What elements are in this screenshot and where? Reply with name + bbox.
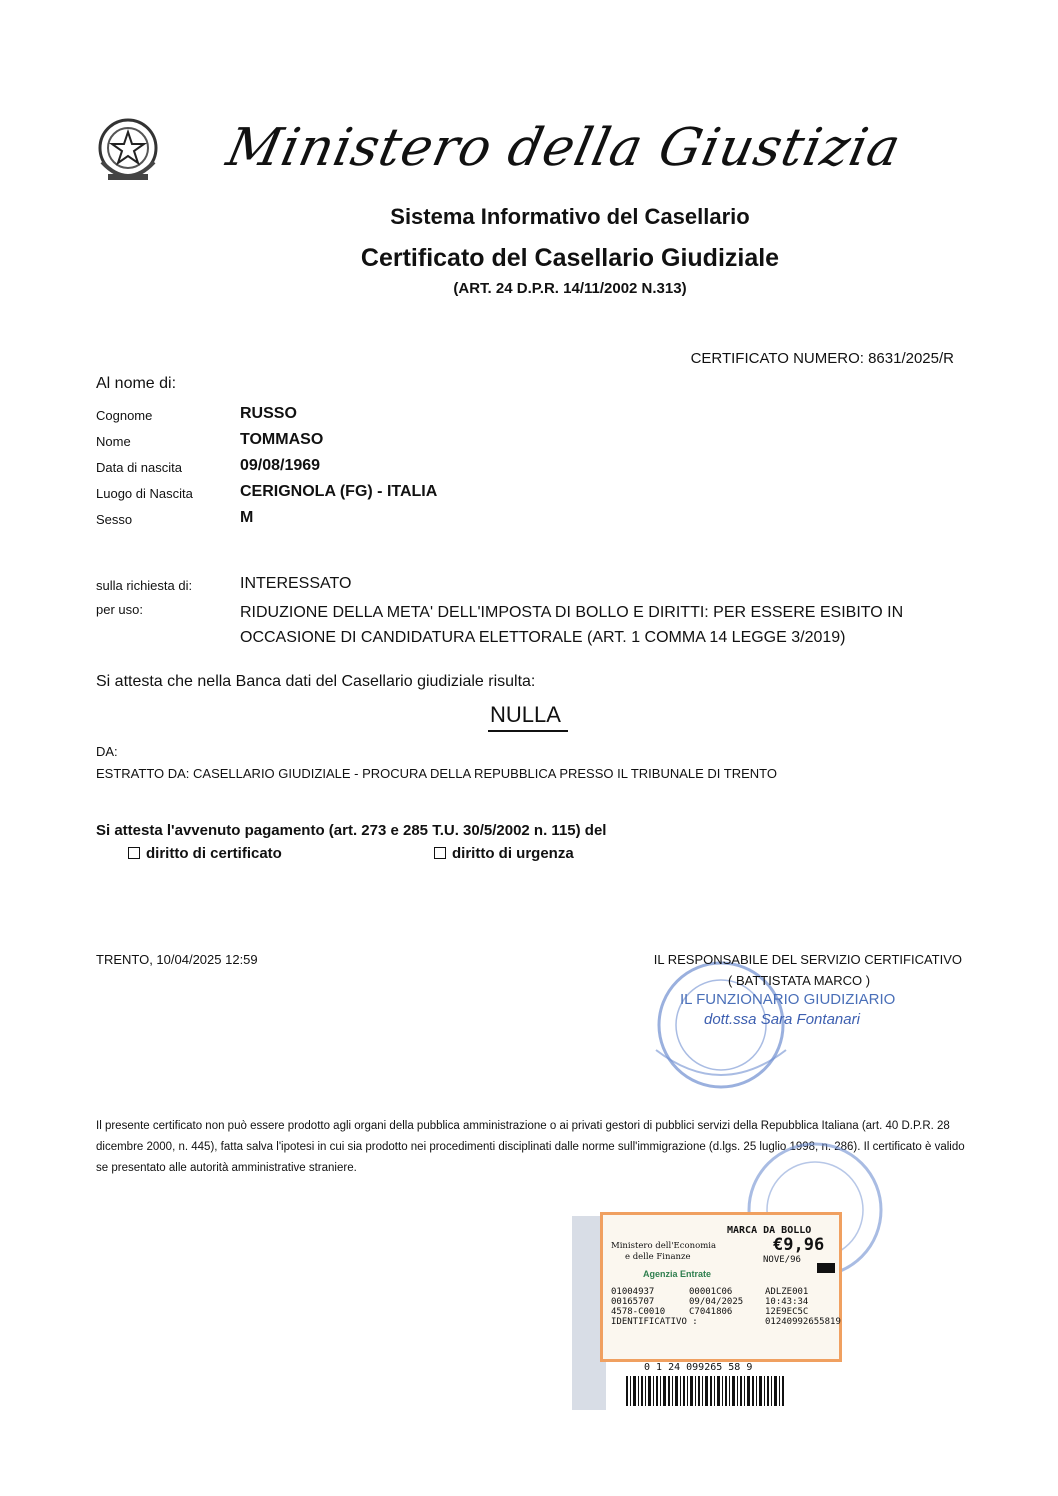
attesta-text: Si attesta che nella Banca dati del Casellario giudiziale risulta: [96, 673, 536, 690]
page-title: Certificato del Casellario Giudiziale [360, 244, 780, 272]
al-nome-label: Al nome di: [96, 375, 177, 392]
birthdate-value: 09/08/1969 [240, 457, 321, 474]
stamp-title: MARCA DA BOLLO [727, 1225, 812, 1236]
stamp-code: 01004937 [611, 1287, 655, 1297]
responsible-role: IL RESPONSABILE DEL SERVIZIO CERTIFICATIVO [653, 952, 962, 967]
stamp-amount: €9,96 [773, 1235, 825, 1255]
stamp-code: 00165707 [611, 1297, 655, 1307]
stamp-code: 12E9EC5C [765, 1307, 809, 1317]
law-reference: (ART. 24 D.P.R. 14/11/2002 N.313) [453, 280, 687, 297]
stamp-code: 10:43:34 [765, 1297, 809, 1307]
surname-value: RUSSO [240, 405, 297, 422]
name-label: Nome [96, 434, 131, 449]
result-underline [488, 730, 568, 732]
place-date: TRENTO, 10/04/2025 12:59 [96, 952, 258, 967]
surname-label: Cognome [96, 408, 153, 423]
stamp-name: dott.ssa Sara Fontanari [704, 1011, 860, 1028]
birthplace-label: Luogo di Nascita [96, 486, 193, 501]
stamp-codes-col1 [611, 1287, 698, 1327]
stamp-body [600, 1212, 842, 1362]
option-certificate-label: diritto di certificato [146, 845, 282, 862]
checkbox-icon [434, 847, 446, 859]
barcode-number: 0 1 24 099265 58 9 [644, 1362, 753, 1373]
sex-value: M [240, 509, 254, 526]
option-urgency-label: diritto di urgenza [452, 845, 574, 862]
payment-text: Si attesta l'avvenuto pagamento (art. 273 e 285 T.U. 30/5/2002 n. 115) del [96, 822, 607, 839]
da-label: DA: [96, 744, 118, 759]
barcode-icon [626, 1376, 786, 1406]
stamp-code: IDENTIFICATIVO : [611, 1317, 698, 1327]
stamp-issuer-1: Ministero dell'Economia [611, 1241, 717, 1251]
system-heading: Sistema Informativo del Casellario [390, 204, 750, 229]
stamp-code: 4578-C0010 [611, 1307, 666, 1317]
stamp-mark [817, 1263, 835, 1273]
stamp-codes-col3 [765, 1287, 841, 1327]
stamp-code: ADLZE001 [765, 1287, 809, 1297]
uso-label: per uso: [96, 602, 143, 617]
birthdate-label: Data di nascita [96, 460, 182, 475]
italian-emblem-icon [94, 112, 162, 188]
result-value: NULLA [490, 702, 561, 727]
sex-label: Sesso [96, 512, 133, 527]
stamp-agency: Agenzia Entrate [643, 1269, 712, 1279]
option-urgency [434, 845, 574, 862]
stamp-code: 01240992655819 [765, 1317, 841, 1327]
stamp-issuer-2: e delle Finanze [625, 1252, 691, 1262]
uso-value: RIDUZIONE DELLA META' DELL'IMPOSTA DI BOLLO E DIRITTI: PER ESSERE ESIBITO IN OCCASIONE DI CANDIDATURA ELETTORALE (ART. 1 COMMA 14 LEGGE 3/2019) [240, 604, 904, 646]
ministry-logo-text: Ministero della Giustizia [221, 118, 907, 178]
checkbox-icon [128, 847, 140, 859]
stamp-role: IL FUNZIONARIO GIUDIZIARIO [680, 991, 896, 1008]
footer-note: Il presente certificato non può essere prodotto agli organi della pubblica amministrazione o ai privati gestori di pubblici servizi della Repubblica Italiana (art. 40 D.P.R. 28 dicembre 2000, n. 445), fatta salva l'ipotesi in cui sia prodotto nei procedimenti disciplinati dalle norme sull'immigrazione (d.lgs. 25 luglio 1998, n. 286). Il certificato è valido se presentato alle autorità amministrative straniere. [96, 1120, 965, 1174]
richiesta-label: sulla richiesta di: [96, 578, 193, 593]
stamp-code: 09/04/2025 [689, 1297, 744, 1307]
stamp-codes-col2 [689, 1287, 743, 1317]
richiesta-value: INTERESSATO [240, 575, 352, 592]
stamp-amount-note: NOVE/96 [763, 1255, 801, 1265]
revenue-stamp [572, 1212, 842, 1412]
birthplace-value: CERIGNOLA (FG) - ITALIA [240, 483, 438, 500]
option-certificate [128, 845, 282, 862]
responsible-name: ( BATTISTATA MARCO ) [728, 973, 871, 988]
name-value: TOMMASO [240, 431, 324, 448]
stamp-code: C7041806 [689, 1307, 733, 1317]
certificate-number: CERTIFICATO NUMERO: 8631/2025/R [690, 350, 954, 367]
estratto-text: ESTRATTO DA: CASELLARIO GIUDIZIALE - PROCURA DELLA REPUBBLICA PRESSO IL TRIBUNALE DI TRENTO [96, 766, 778, 781]
stamp-code: 00001C06 [689, 1287, 733, 1297]
